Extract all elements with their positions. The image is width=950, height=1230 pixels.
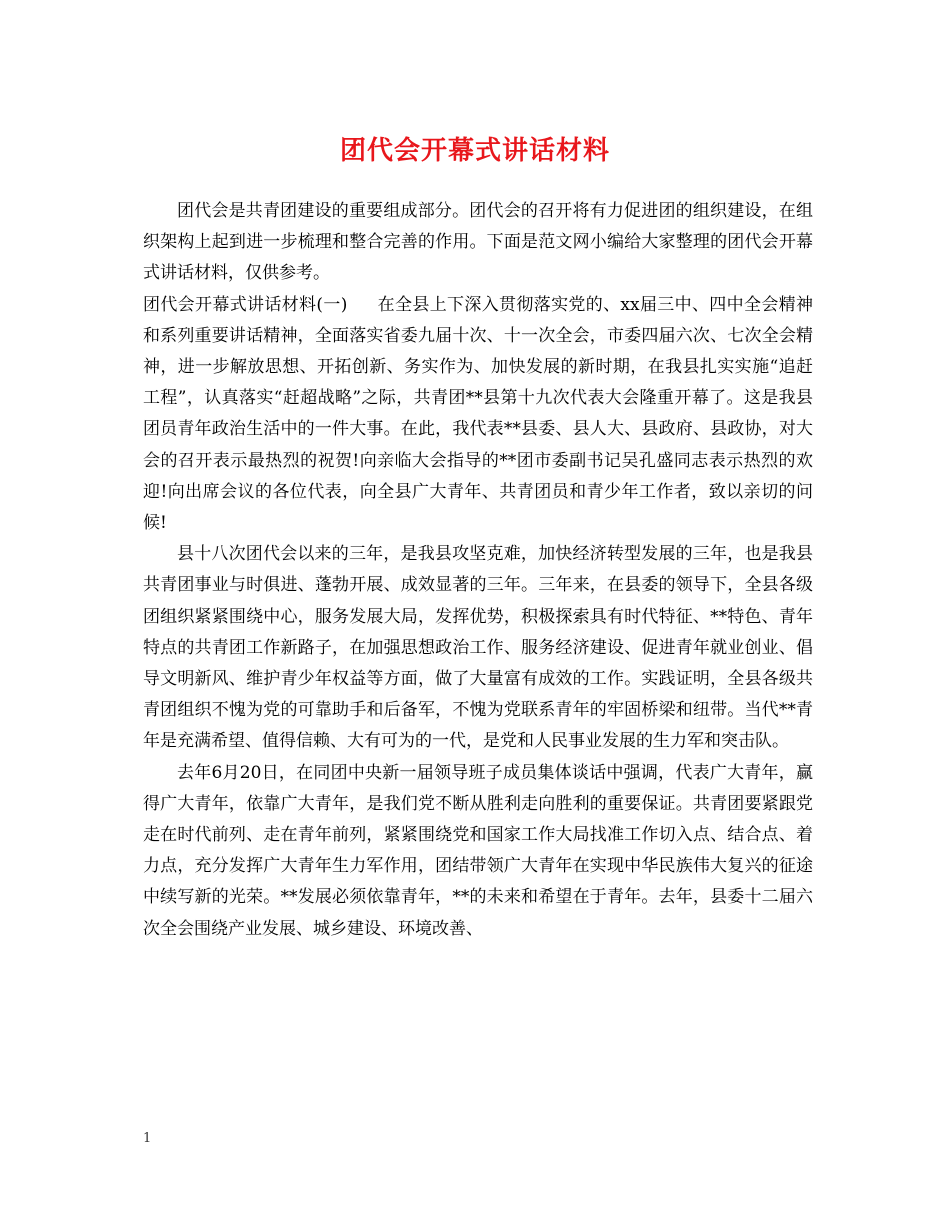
section-first-paragraph [143, 290, 813, 540]
section-heading: 团代会开幕式讲话材料(一) [143, 294, 348, 315]
document-body [143, 196, 813, 945]
body-paragraph-3: 去年6月20日，在同团中央新一届领导班子成员集体谈话中强调，代表广大青年，赢得广大青年，依靠广大青年，是我们党不断从胜利走向胜利的重要保证。共青团要紧跟党走在时代前列、走在青年前列，紧紧围绕党和国家工作大局找准工作切入点、结合点、着力点，充分发挥广大青年生力军作用，团结带领广大青年在实现中华民族伟大复兴的征途中续写新的光荣。**发展必须依靠青年，**的未来和希望在于青年。去年，县委十二届六次全会围绕产业发展、城乡建设、环境改善、 [143, 762, 813, 939]
body-paragraph-2: 县十八次团代会以来的三年，是我县攻坚克难，加快经济转型发展的三年，也是我县共青团事业与时俱进、蓬勃开展、成效显著的三年。三年来，在县委的领导下，全县各级团组织紧紧围绕中心，服务发展大局，发挥优势，积极探索具有时代特征、**特色、青年特点的共青团工作新路子，在加强思想政治工作、服务经济建设、促进青年就业创业、倡导文明新风、维护青少年权益等方面，做了大量富有成效的工作。实践证明，全县各级共青团组织不愧为党的可靠助手和后备军，不愧为党联系青年的牢固桥梁和纽带。当代**青年是充满希望、值得信赖、大有可为的一代，是党和人民事业发展的生力军和突击队。 [143, 544, 813, 752]
document-title: 团代会开幕式讲话材料 [339, 136, 610, 166]
intro-paragraph: 团代会是共青团建设的重要组成部分。团代会的召开将有力促进团的组织建设，在组织架构上起到进一步梳理和整合完善的作用。下面是范文网小编给大家整理的团代会开幕式讲话材料，仅供参考。 [143, 201, 813, 284]
body-paragraph-1: 在全县上下深入贯彻落实党的、xx届三中、四中全会精神和系列重要讲话精神，全面落实省委九届十次、十一次全会，市委四届六次、七次全会精神，进一步解放思想、开拓创新、务实作为、加快发展的新时期，在我县扎实实施“追赶工程”，认真落实“赶超战略”之际，共青团**县第十九次代表大会隆重开幕了。这是我县团员青年政治生活中的一件大事。在此，我代表**县委、县人大、县政府、县政协，对大会的召开表示最热烈的祝贺!向亲临大会指导的**团市委副书记吴孔盛同志表示热烈的欢迎!向出席会议的各位代表，向全县广大青年、共青团员和青少年工作者，致以亲切的问候! [143, 294, 813, 534]
page-number: 1 [143, 1131, 152, 1146]
